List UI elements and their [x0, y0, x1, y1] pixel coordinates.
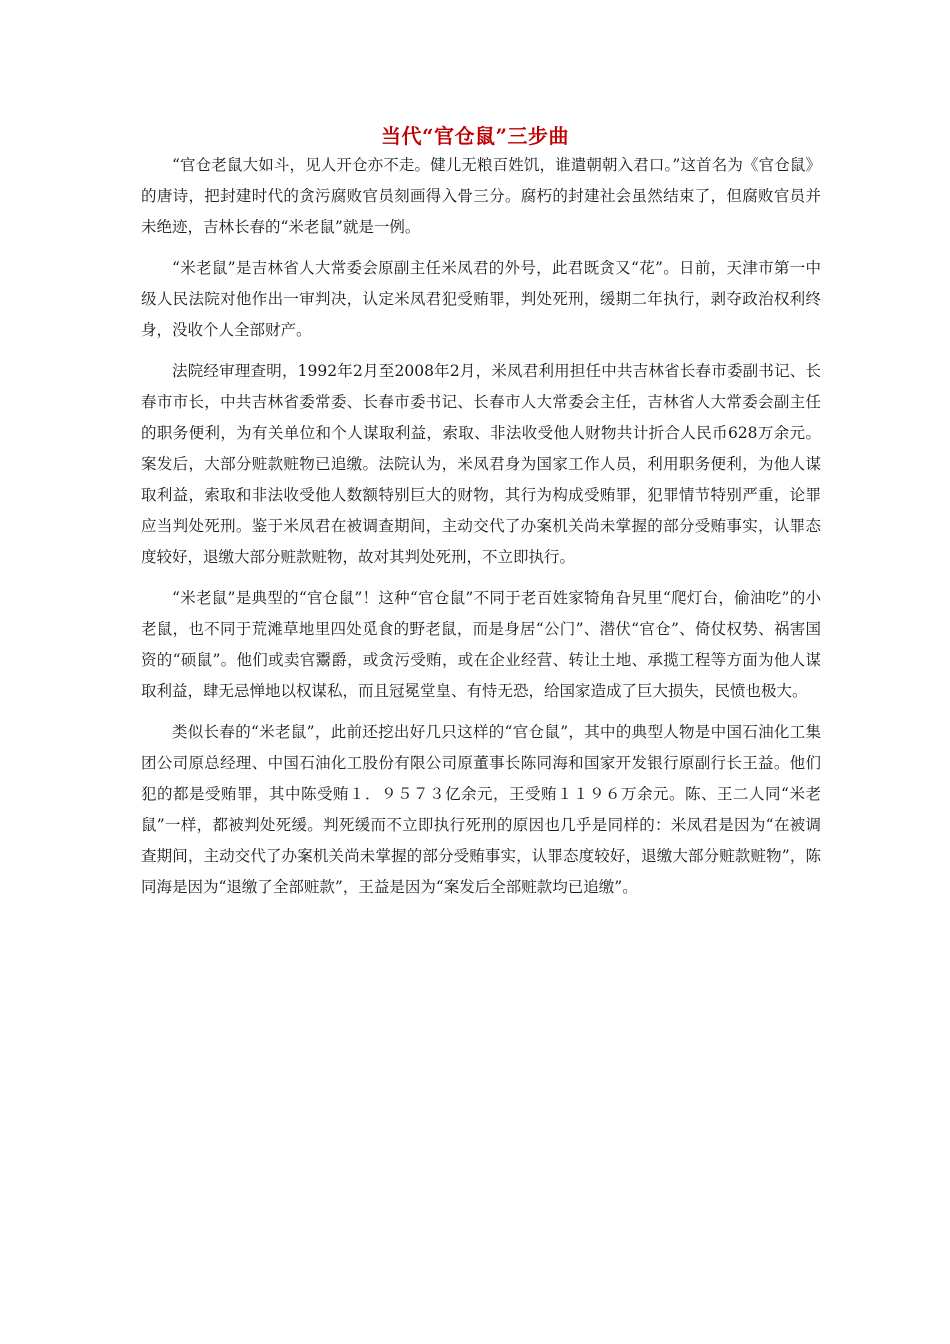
paragraph-4: “米老鼠”是典型的“官仓鼠”！这种“官仓鼠”不同于老百姓家犄角旮旯里“爬灯台，偷油吃”的小老鼠，也不同于荒滩草地里四处觅食的野老鼠，而是身居“公门”、潜伏“官仓”、倚仗权势、祸害国资的“硕鼠”。他们或卖官鬻爵，或贪污受贿，或在企业经营、转让土地、承揽工程等方面为他人谋取利益，肆无忌惮地以权谋私，而且冠冕堂皇、有恃无恐，给国家造成了巨大损失，民愤也极大。 — [141, 589, 821, 700]
paragraph-2: “米老鼠”是吉林省人大常委会原副主任米凤君的外号，此君既贪又“花”。日前，天津市第一中级人民法院对他作出一审判决，认定米凤君犯受贿罪，判处死刑，缓期二年执行，剥夺政治权利终身，没收个人全部财产。 — [141, 259, 821, 339]
document-body — [141, 150, 821, 913]
paragraph-3: 法院经审理查明，1992年2月至2008年2月，米凤君利用担任中共吉林省长春市委副书记、长春市市长，中共吉林省委常委、长春市委书记、长春市人大常委会主任，吉林省人大常委会副主任的职务便利，为有关单位和个人谋取利益，索取、非法收受他人财物共计折合人民币628万余元。案发后，大部分赃款赃物已追缴。法院认为，米凤君身为国家工作人员，利用职务便利，为他人谋取利益，索取和非法收受他人数额特别巨大的财物，其行为构成受贿罪，犯罪情节特别严重，论罪应当判处死刑。鉴于米凤君在被调查期间，主动交代了办案机关尚未掌握的部分受贿事实，认罪态度较好，退缴大部分赃款赃物，故对其判处死刑，不立即执行。 — [141, 362, 821, 566]
paragraph-5: 类似长春的“米老鼠”，此前还挖出好几只这样的“官仓鼠”，其中的典型人物是中国石油化工集团公司原总经理、中国石油化工股份有限公司原董事长陈同海和国家开发银行原副行长王益。他们犯的都是受贿罪，其中陈受贿１．９５７３亿余元，王受贿１１９６万余元。陈、王二人同“米老鼠”一样，都被判处死缓。判死缓而不立即执行死刑的原因也几乎是同样的：米凤君是因为“在被调查期间，主动交代了办案机关尚未掌握的部分受贿事实，认罪态度较好，退缴大部分赃款赃物”，陈同海是因为“退缴了全部赃款”，王益是因为“案发后全部赃款均已追缴”。 — [141, 723, 821, 896]
document-title: 当代“官仓鼠”三步曲 — [380, 124, 569, 148]
paragraph-1: “官仓老鼠大如斗，见人开仓亦不走。健儿无粮百姓饥，谁遣朝朝入君口。”这首名为《官仓鼠》的唐诗，把封建时代的贪污腐败官员刻画得入骨三分。腐朽的封建社会虽然结束了，但腐败官员并未绝迹，吉林长春的“米老鼠”就是一例。 — [141, 156, 821, 236]
